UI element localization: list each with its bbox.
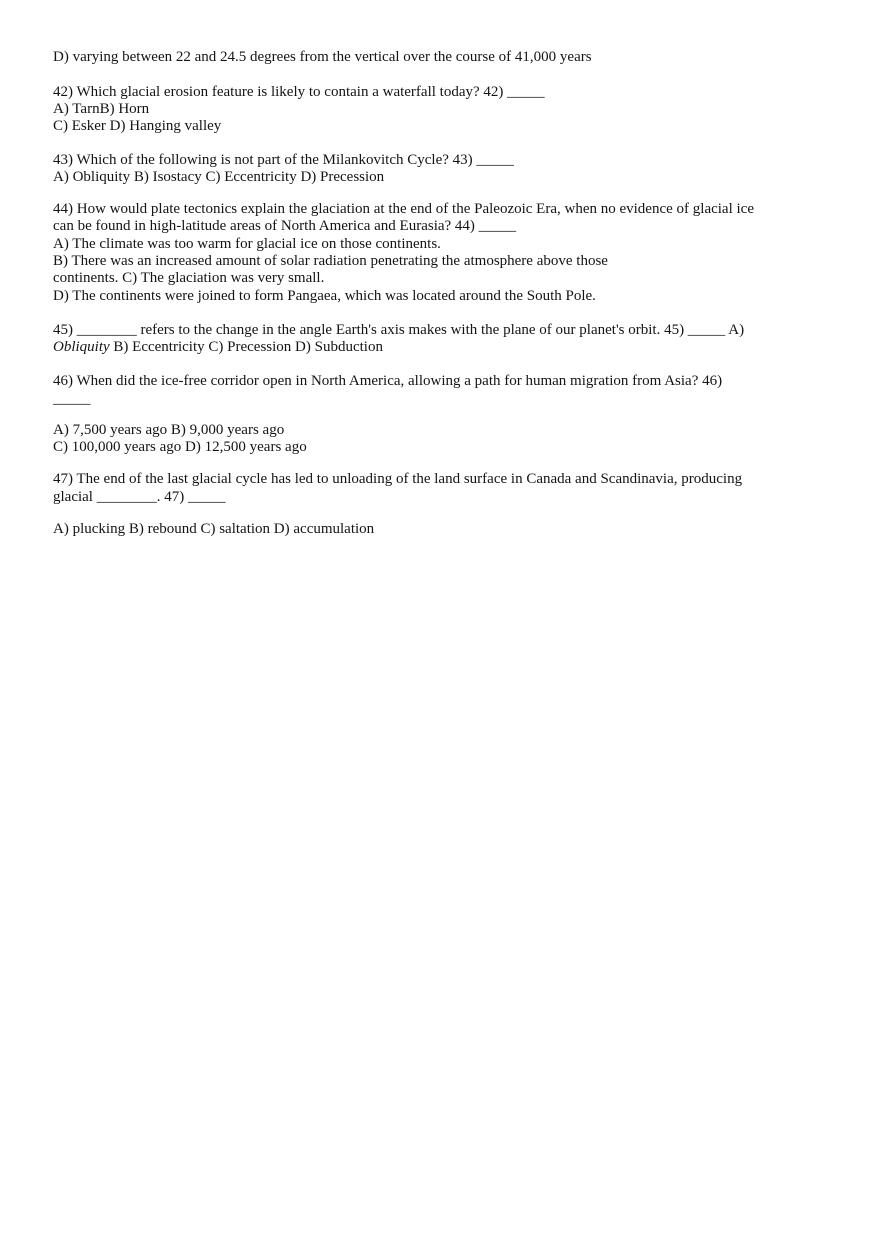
q42-question: 42) Which glacial erosion feature is likely to contain a waterfall today? 42) _____ bbox=[53, 84, 545, 100]
q46-options-line-1: A) 7,500 years ago B) 9,000 years ago bbox=[53, 422, 285, 438]
q47-question-line-1: 47) The end of the last glacial cycle has led to unloading of the land surface in Canada and Scandinavia, producing bbox=[53, 471, 743, 487]
q44-question-line-1: 44) How would plate tectonics explain the glaciation at the end of the Paleozoic Era, when no evidence of glacial ice bbox=[53, 201, 754, 217]
q45-option-a-word: Obliquity bbox=[53, 339, 110, 355]
q47-question-line-2: glacial ________. 47) _____ bbox=[53, 489, 226, 505]
q47-options: A) plucking B) rebound C) saltation D) accumulation bbox=[53, 521, 375, 537]
q44-option-a: A) The climate was too warm for glacial ice on those continents. bbox=[53, 236, 441, 252]
q45-options bbox=[53, 339, 383, 356]
q43-options: A) Obliquity B) Isostacy C) Eccentricity D) Precession bbox=[53, 169, 385, 185]
q42-options-line-1: A) TarnB) Horn bbox=[53, 101, 150, 117]
q44-option-b-line-2: continents. C) The glaciation was very small. bbox=[53, 270, 325, 286]
q46-question-line-2: _____ bbox=[53, 391, 91, 407]
q44-option-b-line-1: B) There was an increased amount of solar radiation penetrating the atmosphere above those bbox=[53, 253, 608, 269]
q42-options-line-2: C) Esker D) Hanging valley bbox=[53, 118, 222, 134]
q44-question-line-2: can be found in high-latitude areas of North America and Eurasia? 44) _____ bbox=[53, 218, 517, 234]
q41-option-d: D) varying between 22 and 24.5 degrees from the vertical over the course of 41,000 years bbox=[53, 49, 592, 65]
q44-option-d: D) The continents were joined to form Pangaea, which was located around the South Pole. bbox=[53, 288, 596, 304]
q46-options-line-2: C) 100,000 years ago D) 12,500 years ago bbox=[53, 439, 307, 455]
q45-question: 45) ________ refers to the change in the angle Earth's axis makes with the plane of our planet's orbit. 45) _____ A) bbox=[53, 322, 745, 338]
q45-options-rest: B) Eccentricity C) Precession D) Subduction bbox=[109, 339, 383, 355]
q46-question-line-1: 46) When did the ice-free corridor open in North America, allowing a path for human migration from Asia? 46) bbox=[53, 373, 723, 389]
q43-question: 43) Which of the following is not part of the Milankovitch Cycle? 43) _____ bbox=[53, 152, 514, 168]
